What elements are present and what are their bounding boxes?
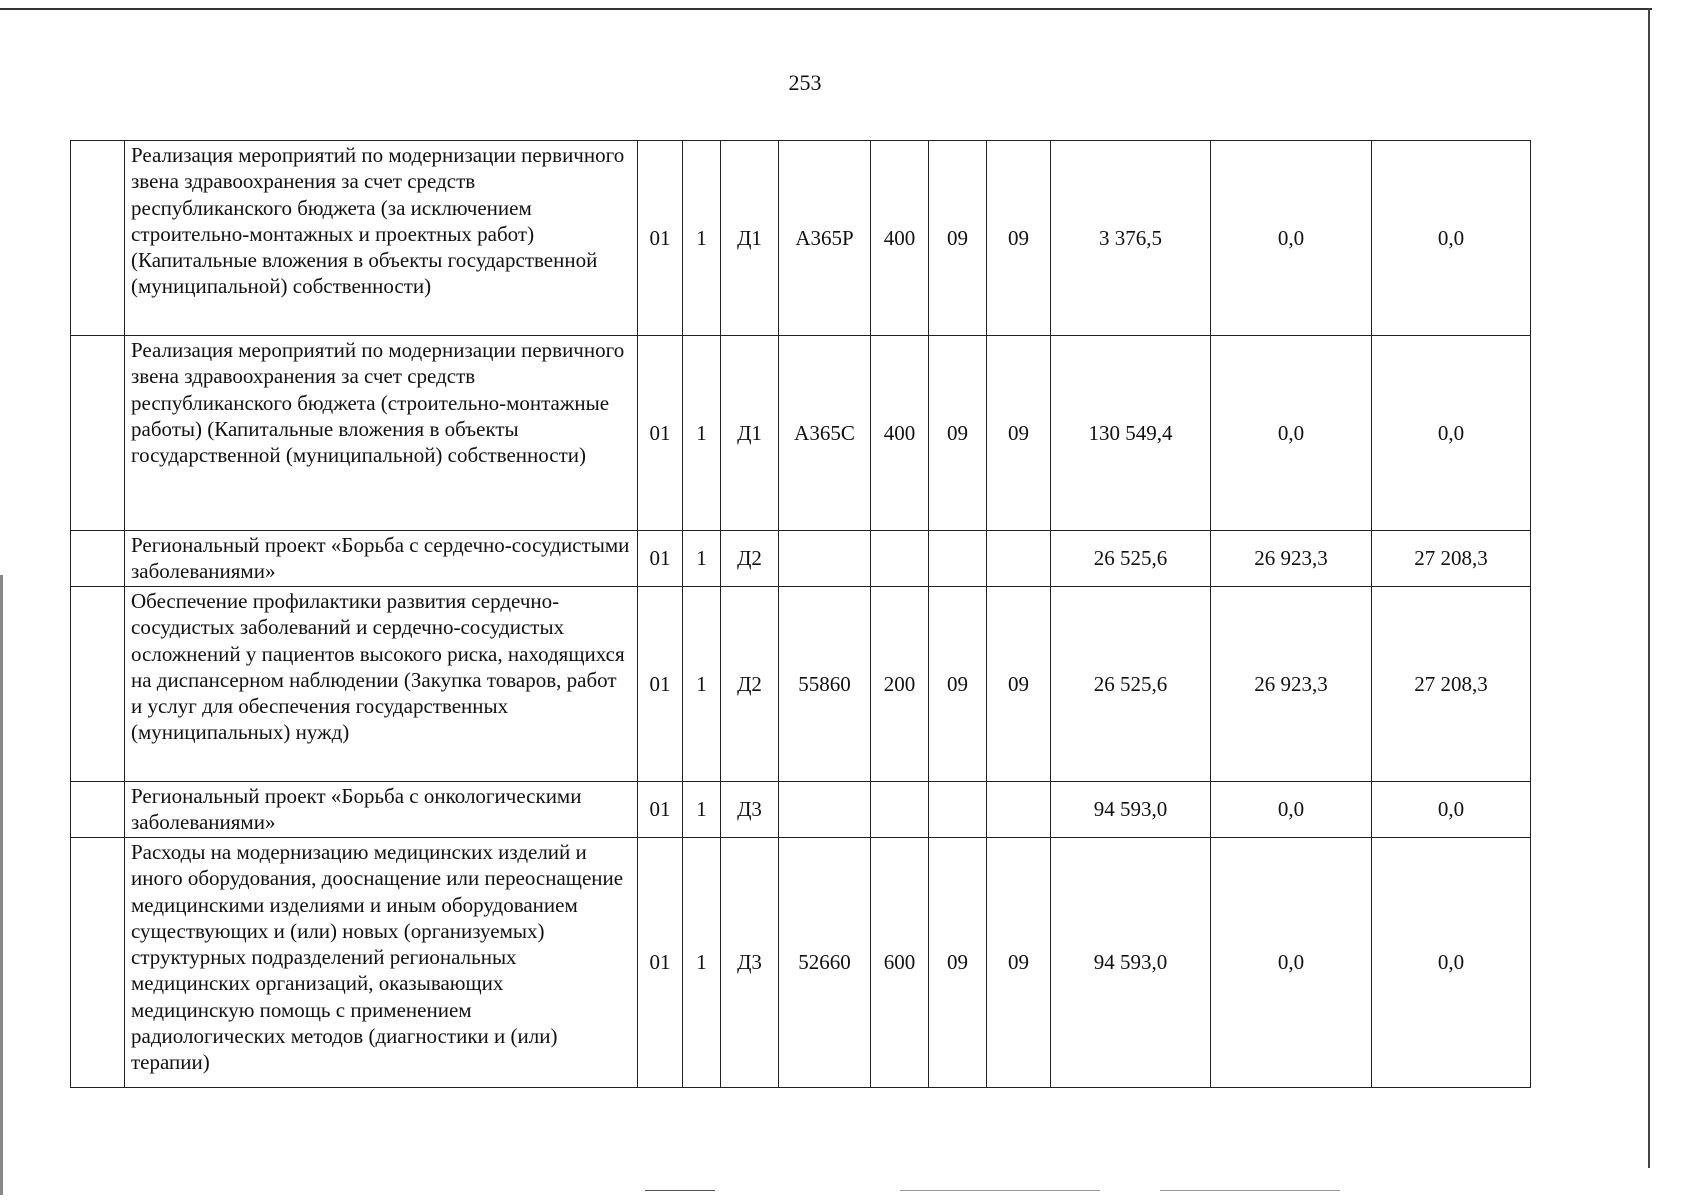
code-cell: Д2 [721,531,779,587]
code-cell [929,531,987,587]
code-cell: 400 [871,141,929,336]
amount-cell: 26 923,3 [1211,531,1372,587]
code-cell: А365С [779,336,871,531]
code-cell: 09 [987,838,1051,1088]
code-cell: 55860 [779,587,871,782]
code-cell: 09 [987,141,1051,336]
code-cell: 01 [638,838,683,1088]
amount-cell: 0,0 [1211,336,1372,531]
code-cell: 09 [929,838,987,1088]
code-cell: Д2 [721,587,779,782]
code-cell: 1 [683,782,721,838]
code-cell: 09 [987,336,1051,531]
scan-dash-line [645,1190,715,1191]
code-cell: Д1 [721,336,779,531]
code-cell [779,531,871,587]
code-cell [929,782,987,838]
amount-cell: 27 208,3 [1372,587,1531,782]
code-cell: 1 [683,141,721,336]
code-cell: 09 [929,141,987,336]
code-cell: 09 [929,336,987,531]
page-number: 253 [788,70,822,95]
table-row [71,141,1531,336]
scan-border-top [0,8,1652,10]
budget-table [70,140,1531,1088]
amount-cell: 94 593,0 [1051,782,1211,838]
scan-border-right [1648,8,1650,1168]
row-blank-cell [71,587,125,782]
code-cell: 400 [871,336,929,531]
amount-cell: 26 525,6 [1051,587,1211,782]
table-row [71,336,1531,531]
code-cell [987,782,1051,838]
row-blank-cell [71,782,125,838]
table-row [71,838,1531,1088]
table-row [71,782,1531,838]
table-row [71,587,1531,782]
code-cell [779,782,871,838]
amount-cell: 0,0 [1211,141,1372,336]
amount-cell: 0,0 [1372,336,1531,531]
code-cell: 1 [683,838,721,1088]
code-cell [987,531,1051,587]
amount-cell: 27 208,3 [1372,531,1531,587]
row-blank-cell [71,531,125,587]
code-cell: 01 [638,531,683,587]
code-cell: 200 [871,587,929,782]
amount-cell: 0,0 [1372,782,1531,838]
scan-dash-line [1160,1190,1340,1191]
code-cell: Д1 [721,141,779,336]
code-cell: 01 [638,782,683,838]
code-cell: 52660 [779,838,871,1088]
code-cell: 01 [638,587,683,782]
row-description: Региональный проект «Борьба с сердечно-сосудистыми заболеваниями» [125,531,638,587]
code-cell: А365Р [779,141,871,336]
amount-cell: 0,0 [1211,838,1372,1088]
code-cell: 01 [638,336,683,531]
code-cell: 1 [683,587,721,782]
amount-cell: 0,0 [1372,141,1531,336]
amount-cell: 130 549,4 [1051,336,1211,531]
table-row [71,531,1531,587]
code-cell: 600 [871,838,929,1088]
row-blank-cell [71,336,125,531]
code-cell [871,782,929,838]
amount-cell: 3 376,5 [1051,141,1211,336]
code-cell: 1 [683,531,721,587]
row-description: Реализация мероприятий по модернизации первичного звена здравоохранения за счет средств республиканского бюджета (за исключением строительно-монтажных и проектных работ) (Капитальные вложения в объекты государственной (муниципальной) собственности) [125,141,638,336]
row-description: Региональный проект «Борьба с онкологическими заболеваниями» [125,782,638,838]
row-description: Реализация мероприятий по модернизации первичного звена здравоохранения за счет средств республиканского бюджета (строительно-монтажные работы) (Капитальные вложения в объекты государственной (муниципальной) собственности) [125,336,638,531]
scan-border-left [0,575,3,1195]
row-blank-cell [71,838,125,1088]
code-cell: 1 [683,336,721,531]
amount-cell: 26 923,3 [1211,587,1372,782]
code-cell: 09 [987,587,1051,782]
code-cell: 01 [638,141,683,336]
code-cell: 09 [929,587,987,782]
amount-cell: 0,0 [1211,782,1372,838]
row-description: Обеспечение профилактики развития сердечно-сосудистых заболеваний и сердечно-сосудистых осложнений у пациентов высокого риска, находящихся на диспансерном наблюдении (Закупка товаров, работ и услуг для обеспечения государственных (муниципальных) нужд) [125,587,638,782]
amount-cell: 94 593,0 [1051,838,1211,1088]
code-cell: Д3 [721,838,779,1088]
scan-dash-line [900,1190,1100,1191]
row-description: Расходы на модернизацию медицинских изделий и иного оборудования, дооснащение или переоснащение медицинскими изделиями и иным оборудованием существующих и (или) новых (организуемых) структурных подразделений региональных медицинских организаций, оказывающих медицинскую помощь с применением радиологических методов (диагностики и (или) терапии) [125,838,638,1088]
code-cell: Д3 [721,782,779,838]
code-cell [871,531,929,587]
amount-cell: 26 525,6 [1051,531,1211,587]
row-blank-cell [71,141,125,336]
amount-cell: 0,0 [1372,838,1531,1088]
